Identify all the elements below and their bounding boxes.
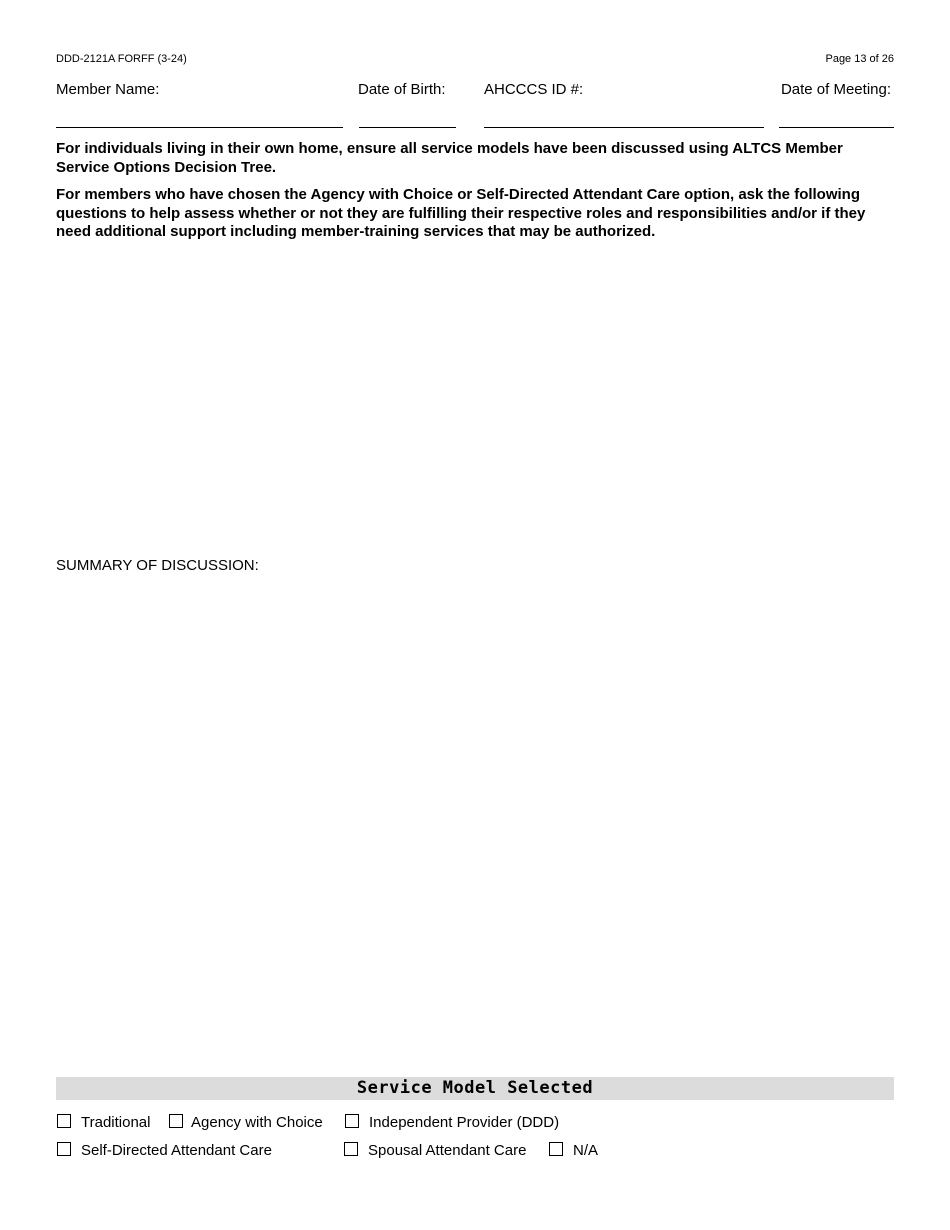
- ahcccs-id-label: AHCCCS ID #:: [484, 81, 584, 98]
- page-number: Page 13 of 26: [825, 53, 894, 65]
- summary-text-area[interactable]: [56, 582, 894, 1062]
- member-name-label: Member Name:: [56, 81, 160, 98]
- traditional-label: Traditional: [81, 1114, 151, 1131]
- na-label: N/A: [573, 1142, 599, 1159]
- date-of-meeting-field[interactable]: [779, 127, 894, 128]
- member-name-field[interactable]: [56, 127, 343, 128]
- agency-with-choice-checkbox[interactable]: [169, 1114, 183, 1128]
- option-na[interactable]: [549, 1142, 598, 1159]
- option-agency-with-choice[interactable]: [169, 1114, 323, 1131]
- independent-provider-checkbox[interactable]: [345, 1114, 359, 1128]
- na-checkbox[interactable]: [549, 1142, 563, 1156]
- instruction-paragraph-1: For individuals living in their own home, ensure all service models have been discussed using ALTCS Member Service Options Decision Tree.: [56, 140, 843, 176]
- traditional-checkbox[interactable]: [57, 1114, 71, 1128]
- self-directed-attendant-care-checkbox[interactable]: [57, 1142, 71, 1156]
- date-of-birth-label: Date of Birth:: [358, 81, 446, 98]
- date-of-birth-field[interactable]: [359, 127, 456, 128]
- instruction-paragraph-2: For members who have chosen the Agency with Choice or Self-Directed Attendant Care option, ask the following questions to help assess whether or not they are fulfilling their respective roles and responsibilities and/or if they need additional support including member-training services that may be authorized.: [56, 186, 866, 240]
- self-directed-attendant-care-label: Self-Directed Attendant Care: [81, 1142, 272, 1159]
- spousal-attendant-care-checkbox[interactable]: [344, 1142, 358, 1156]
- independent-provider-label: Independent Provider (DDD): [369, 1114, 560, 1131]
- summary-label: SUMMARY OF DISCUSSION:: [56, 557, 259, 574]
- ahcccs-id-field[interactable]: [484, 127, 764, 128]
- agency-with-choice-label: Agency with Choice: [191, 1114, 323, 1131]
- spousal-attendant-care-label: Spousal Attendant Care: [368, 1142, 527, 1159]
- form-id: DDD-2121A FORFF (3-24): [56, 53, 187, 65]
- option-independent-provider[interactable]: [345, 1114, 559, 1131]
- option-spousal-attendant-care[interactable]: [344, 1142, 526, 1159]
- date-of-meeting-label: Date of Meeting:: [780, 81, 891, 98]
- option-traditional[interactable]: [57, 1114, 150, 1131]
- option-self-directed-attendant-care[interactable]: [57, 1142, 272, 1159]
- service-model-heading: Service Model Selected: [56, 1077, 894, 1100]
